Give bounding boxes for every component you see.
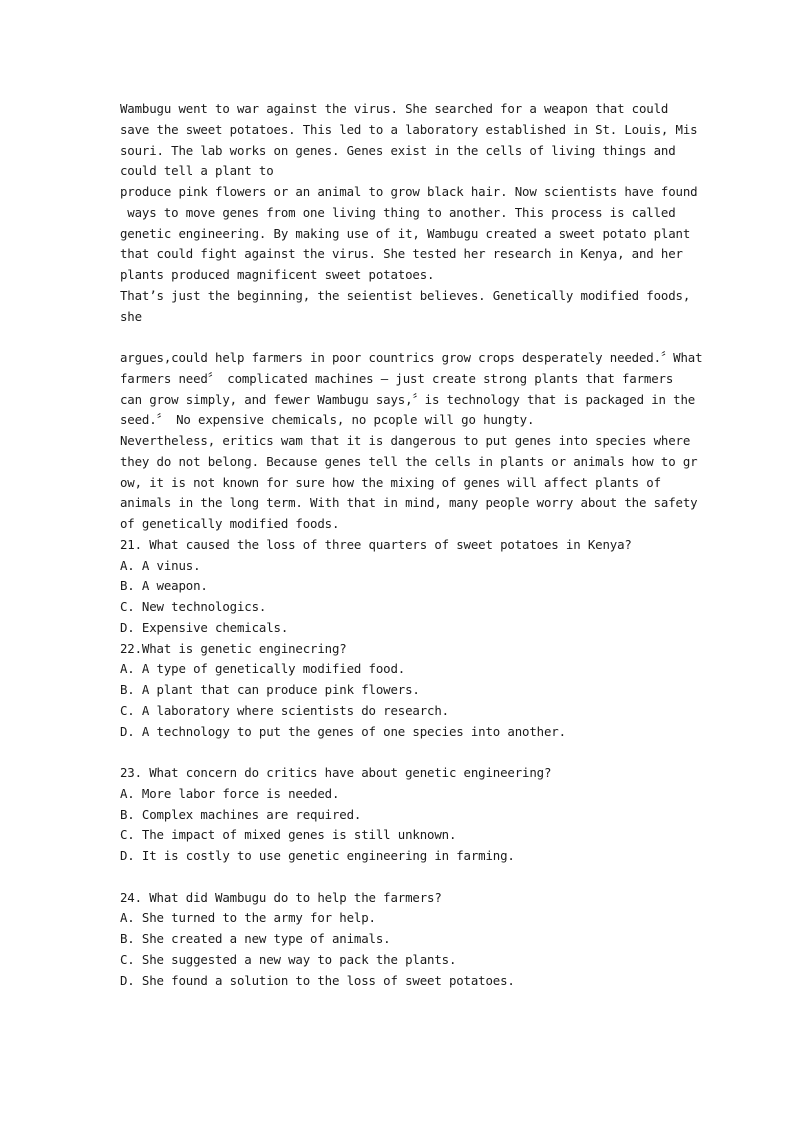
passage-line: she	[120, 308, 142, 324]
passage-line: That’s just the beginning, the seientist believes. Genetically modified foods,	[120, 287, 691, 303]
passage-line: of genetically modified foods.	[120, 516, 340, 531]
answer-option: C. The impact of mixed genes is still unknown.	[120, 827, 457, 843]
answer-option: B. A weapon.	[120, 578, 208, 594]
answer-option: D. Expensive chemicals.	[120, 619, 289, 635]
passage-line: animals in the long term. With that in mind, many people worry about the safety	[120, 495, 698, 511]
document-page	[120, 99, 703, 991]
passage-line: seed.〞 No expensive chemicals, no pcople will go hungty.	[120, 412, 535, 428]
passage-line: can grow simply, and fewer Wambugu says,〞is technology that is packaged in the	[120, 391, 696, 407]
answer-option: C. A laboratory where scientists do research.	[120, 702, 449, 718]
answer-option: A. More labor force is needed.	[120, 785, 340, 801]
answer-option: C. New technologics.	[120, 599, 267, 614]
passage-line: Nevertheless, eritics wam that it is dangerous to put genes into species where	[120, 433, 691, 448]
question-gap	[120, 742, 690, 763]
passage-line: Wambugu went to war against the virus. She searched for a weapon that could	[120, 101, 669, 116]
answer-option: C. She suggested a new way to pack the plants.	[120, 951, 457, 967]
passage-line: they do not belong. Because genes tell the cells in plants or animals how to gr	[120, 453, 698, 469]
passage-line: farmers need〞 complicated machines — just create strong plants that farmers	[120, 370, 674, 386]
passage-line: argues,could help farmers in poor countrics grow crops desperately needed.〞What	[120, 350, 703, 365]
question-stem: 22.What is genetic enginecring?	[120, 640, 347, 656]
question-stem: 23. What concern do critics have about genetic engineering?	[120, 765, 552, 780]
passage-line: ways to move genes from one living thing to another. This process is called	[120, 204, 676, 220]
answer-option: D. She found a solution to the loss of sweet potatoes.	[120, 972, 515, 988]
answer-option: A. She turned to the army for help.	[120, 910, 376, 926]
question-21	[120, 535, 690, 639]
answer-option: A. A type of genetically modified food.	[120, 661, 406, 677]
question-24	[120, 888, 690, 992]
passage-part-1	[120, 99, 698, 327]
passage-part-2	[120, 348, 703, 535]
answer-option: B. She created a new type of animals.	[120, 931, 391, 946]
passage-line: plants produced magnificent sweet potatoes.	[120, 267, 435, 282]
passage-line: that could fight against the virus. She tested her research in Kenya, and her	[120, 246, 683, 262]
answer-option: B. Complex machines are required.	[120, 806, 362, 822]
question-23	[120, 763, 690, 867]
passage-line: could tell a plant to	[120, 163, 274, 179]
passage-line: souri. The lab works on genes. Genes exist in the cells of living things and	[120, 142, 676, 158]
question-22	[120, 639, 690, 743]
answer-option: A. A vinus.	[120, 557, 201, 573]
question-stem: 21. What caused the loss of three quarters of sweet potatoes in Kenya?	[120, 536, 632, 552]
question-gap	[120, 867, 690, 888]
answer-option: D. A technology to put the genes of one species into another.	[120, 723, 566, 739]
question-stem: 24. What did Wambugu do to help the farmers?	[120, 889, 442, 905]
passage-line: genetic engineering. By making use of it, Wambugu created a sweet potato plant	[120, 225, 691, 241]
answer-option: B. A plant that can produce pink flowers.	[120, 682, 420, 697]
answer-option: D. It is costly to use genetic engineering in farming.	[120, 848, 515, 863]
passage-line: produce pink flowers or an animal to grow black hair. Now scientists have found	[120, 184, 698, 199]
passage-line: ow, it is not known for sure how the mixing of genes will affect plants of	[120, 474, 661, 490]
passage-line: save the sweet potatoes. This led to a laboratory established in St. Louis, Mis	[120, 121, 698, 137]
paragraph-gap	[120, 327, 690, 348]
